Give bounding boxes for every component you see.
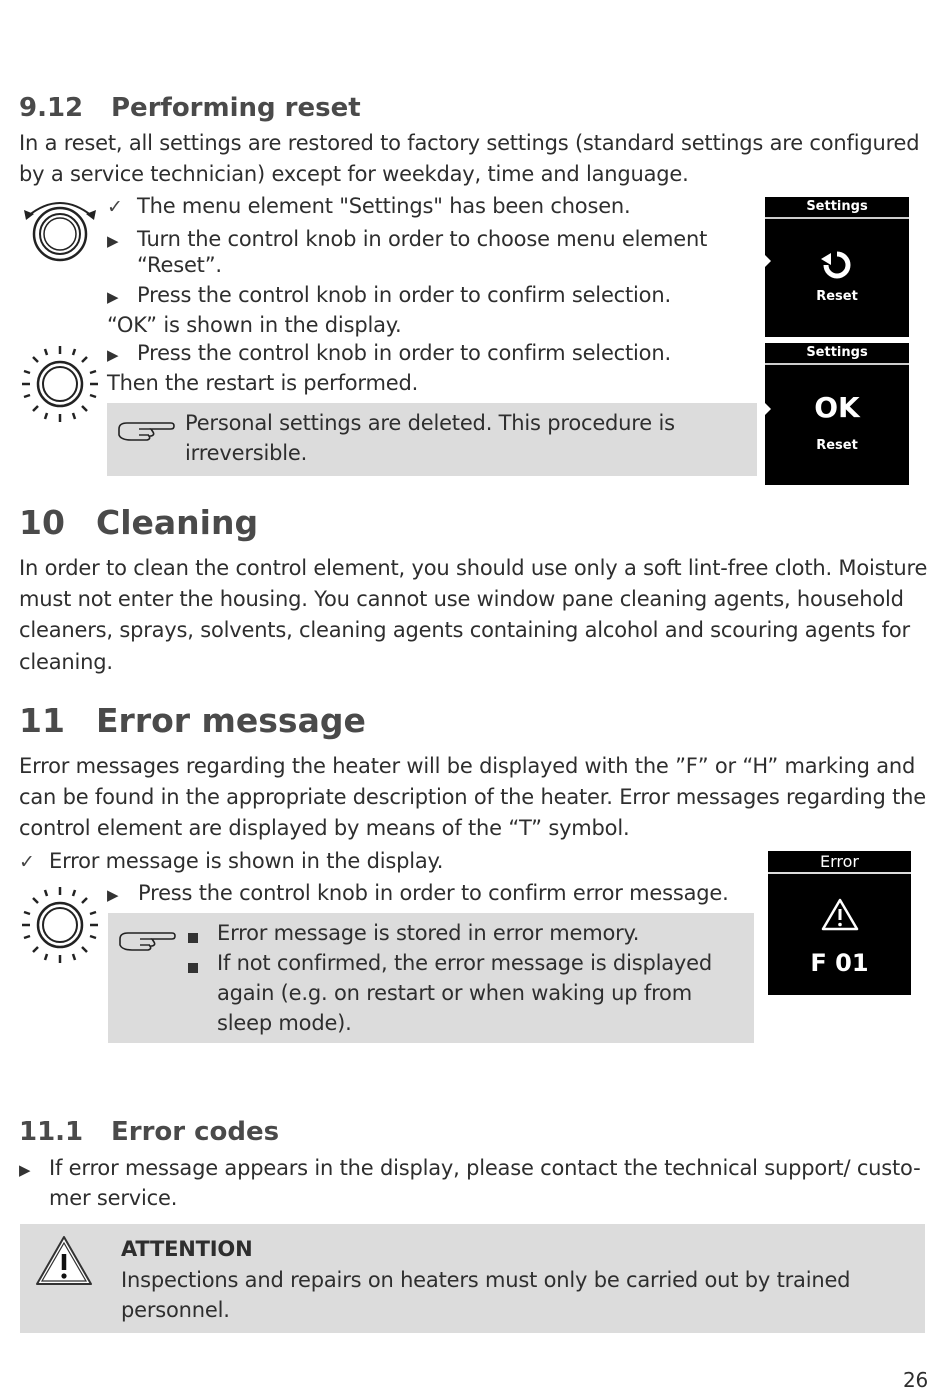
note-bullet-text: again (e.g. on restart or when waking up from	[217, 981, 692, 1005]
attention-text: Inspections and repairs on heaters must only be carried out by trained	[121, 1268, 851, 1292]
paragraph-line: cleaning.	[19, 650, 113, 674]
section-title: Error codes	[111, 1117, 280, 1147]
knob-rotate-icon	[20, 196, 102, 268]
step-row	[107, 280, 671, 312]
step-text: Press the control knob in order to confirm selection.	[137, 283, 671, 307]
screen-title: Error	[768, 851, 911, 874]
reset-arrow-icon	[817, 245, 857, 289]
step-row	[107, 878, 729, 910]
section-number: 11	[19, 701, 65, 740]
paragraph-line: must not enter the housing. You cannot use window pane cleaning agents, household	[19, 587, 904, 611]
check-text: Error message is shown in the display.	[49, 849, 444, 873]
square-bullet-icon	[188, 958, 198, 977]
step-text: Press the control knob in order to confirm error message.	[138, 881, 729, 905]
note-text: irreversible.	[185, 441, 308, 465]
precondition-row	[107, 191, 631, 222]
step-text: Turn the control knob in order to choose menu element	[137, 227, 708, 251]
step-row	[107, 338, 671, 370]
arrow-right-icon: ▶	[107, 886, 119, 904]
scroll-left-indicator-icon	[765, 255, 771, 267]
arrow-right-icon: ▶	[107, 232, 119, 250]
note-bullet-text: Error message is stored in error memory.	[217, 921, 640, 945]
checkmark-icon: ✓	[19, 851, 35, 873]
step-text: Press the control knob in order to confirm selection.	[137, 341, 671, 365]
note-bullet-text: If not confirmed, the error message is displayed	[217, 951, 712, 975]
section-title: Error message	[96, 701, 366, 740]
screen-big-text: OK	[814, 391, 860, 424]
knob-press-icon	[18, 344, 102, 424]
checkmark-icon: ✓	[107, 196, 123, 218]
result-text: “OK” is shown in the display.	[107, 313, 402, 337]
section-heading-10	[19, 503, 258, 542]
hand-pointer-icon	[117, 415, 175, 449]
hand-pointer-icon	[118, 925, 176, 959]
section-title: Cleaning	[96, 503, 259, 542]
attention-text: personnel.	[121, 1298, 230, 1322]
knob-press-icon	[18, 885, 102, 965]
intro-line: In a reset, all settings are restored to factory settings (standard settings are configured	[19, 131, 920, 155]
step-text-cont: “Reset”.	[137, 253, 222, 277]
note-box	[107, 403, 757, 476]
paragraph-line: Error messages regarding the heater will be displayed with the ”F” or “H” marking and	[19, 754, 916, 778]
section-number: 11.1	[19, 1117, 84, 1147]
section-heading-11-1	[19, 1117, 279, 1147]
section-heading-11	[19, 701, 366, 740]
warning-triangle-icon	[34, 1232, 94, 1292]
screen-label: Reset	[816, 438, 858, 453]
note-text: Personal settings are deleted. This procedure is	[185, 411, 675, 435]
square-bullet-icon	[188, 928, 198, 947]
screen-title: Settings	[765, 197, 909, 219]
screen-label: Reset	[816, 289, 858, 304]
step-row	[19, 1153, 920, 1185]
arrow-right-icon: ▶	[19, 1161, 31, 1179]
step-text-cont: mer service.	[49, 1186, 178, 1210]
paragraph-line: In order to clean the control element, you should use only a soft lint-free cloth. Moisture	[19, 556, 928, 580]
section-number: 10	[19, 503, 65, 542]
attention-title: ATTENTION	[121, 1237, 253, 1261]
paragraph-line: can be found in the appropriate description of the heater. Error messages regarding the	[19, 785, 926, 809]
step-text: If error message appears in the display, please contact the technical support/ custo-	[49, 1156, 921, 1180]
paragraph-line: cleaners, sprays, solvents, cleaning agents containing alcohol and scouring agents for	[19, 618, 910, 642]
check-text: The menu element "Settings" has been chosen.	[137, 194, 631, 218]
arrow-right-icon: ▶	[107, 346, 119, 364]
display-screen-ok	[765, 343, 909, 485]
precondition-row	[19, 846, 443, 877]
note-bullet-text: sleep mode).	[217, 1011, 352, 1035]
attention-box	[20, 1224, 925, 1333]
arrow-right-icon: ▶	[107, 288, 119, 306]
section-number: 9.12	[19, 93, 84, 123]
display-screen-error	[768, 851, 911, 995]
paragraph-line: control element are displayed by means of the “T” symbol.	[19, 816, 630, 840]
section-title: Performing reset	[111, 93, 361, 123]
page-number: 26	[902, 1368, 928, 1392]
intro-line: by a service technician) except for weekday, time and language.	[19, 162, 689, 186]
error-code: F 01	[810, 949, 869, 977]
warning-triangle-icon	[821, 897, 859, 935]
display-screen-reset	[765, 197, 909, 337]
result-text: Then the restart is performed.	[107, 371, 419, 395]
screen-title: Settings	[765, 343, 909, 365]
section-heading-9-12	[19, 93, 361, 123]
note-box	[108, 913, 754, 1043]
